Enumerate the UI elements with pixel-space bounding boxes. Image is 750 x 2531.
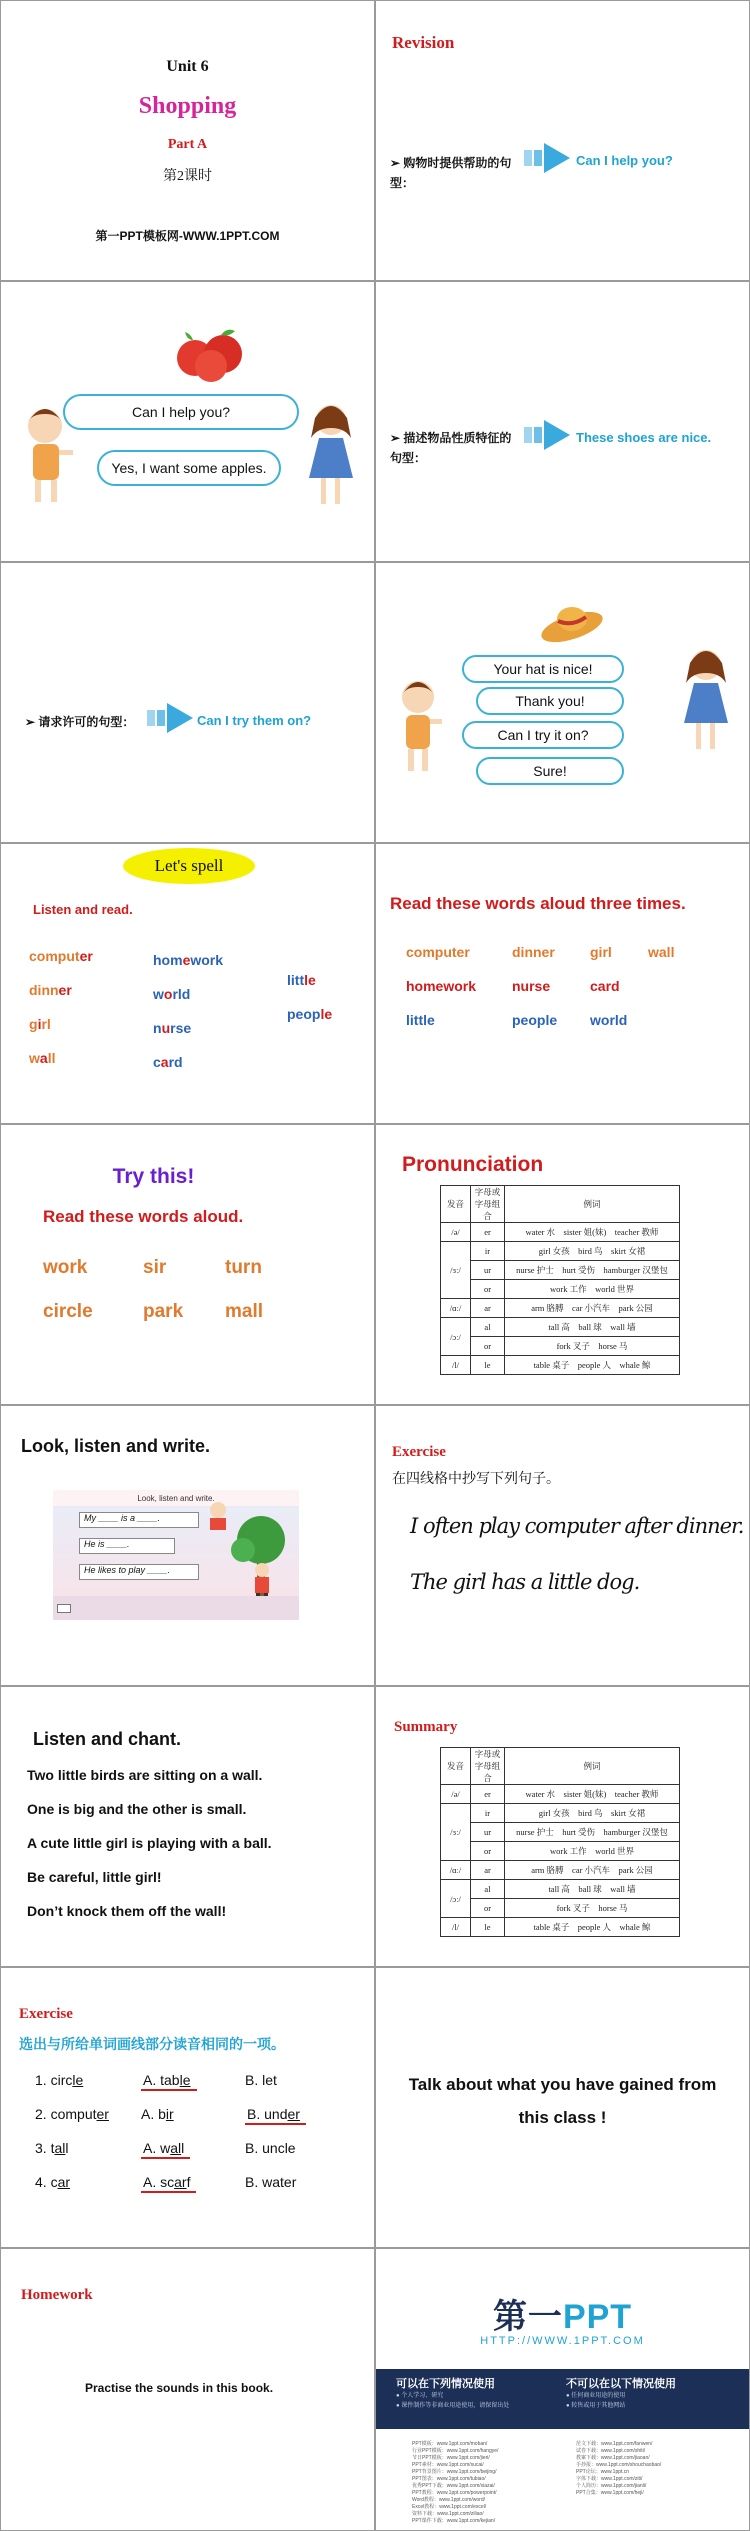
word: sir [143, 1257, 167, 1278]
pattern-label-text: 购物时提供帮助的句型： [390, 156, 512, 190]
option-a[interactable]: A. bir [141, 2106, 174, 2122]
word-girl: girl [29, 1016, 51, 1032]
pattern-label: ➢ 请求许可的句型： [25, 715, 135, 729]
word: work [43, 1257, 88, 1278]
pattern-label: ➢ 描述物品性质特征的句型： [390, 431, 512, 465]
slide-9-try-this [1, 1125, 374, 1404]
card-title: Look, listen and write. [137, 1494, 215, 1503]
table-row: or work 工作 world 世界 [441, 1842, 680, 1861]
slide-18-copyright [376, 2249, 749, 2530]
option-a-selected[interactable]: A. wall [141, 2140, 190, 2159]
slide-6-dialog [376, 563, 749, 842]
link-item[interactable]: PPT背景图片：www.1ppt.com/beijing/ [412, 2469, 497, 2475]
option-b[interactable]: B. let [245, 2072, 277, 2088]
speech-bubble-2: Thank you! [476, 687, 624, 715]
logo: 第一PPT [492, 2298, 633, 2336]
pronunciation-table [440, 1185, 680, 1375]
heading: Exercise [19, 2006, 73, 2022]
chant-line: Don’t knock them off the wall! [27, 1903, 227, 1919]
link-item[interactable]: 资料下载：www.1ppt.com/ziliao/ [412, 2511, 484, 2517]
word: world [590, 1012, 628, 1028]
question-3: 3. tall [35, 2140, 69, 2156]
link-item[interactable]: PPT论坛：www.1ppt.cn [576, 2469, 630, 2475]
can-lines: ● 个人学习、研究 ● 课件制作等非商业用途使用，请保留出处 [396, 2393, 510, 2409]
word: computer [406, 944, 470, 960]
pattern-label-text: 描述物品性质特征的句型： [390, 431, 512, 465]
table-row: /ɔː/ al tall 高 ball 球 wall 墙 [441, 1318, 680, 1337]
pattern-sentence: These shoes are nice. [576, 430, 712, 445]
word: circle [43, 1301, 93, 1322]
links-right [576, 2441, 726, 2497]
heading: Read these words aloud three times. [390, 894, 686, 913]
pattern-sentence: Can I try them on? [197, 713, 312, 728]
lets-spell-badge: Let's spell [123, 848, 255, 884]
pattern-label-text: 请求许可的句型： [38, 715, 135, 729]
chant-line: A cute little girl is playing with a ball. [27, 1835, 272, 1851]
question-1: 1. circle [35, 2072, 84, 2088]
slide-12-exercise [376, 1406, 749, 1685]
word-little: little [287, 972, 316, 988]
heading: Summary [394, 1719, 458, 1735]
can-title: 可以在下列情况使用 [396, 2378, 495, 2390]
girl-blue-dress-icon [676, 643, 732, 759]
word: park [143, 1301, 184, 1322]
option-b-selected[interactable]: B. under [245, 2106, 306, 2125]
site-label: 第一PPT模板网-WWW.1PPT.COM [95, 229, 280, 243]
instruction: Listen and read. [33, 902, 133, 917]
table-row: /ɑː/ ar arm 胳膊 car 小汽车 park 公园 [441, 1861, 680, 1880]
table-row: /ɜː/ ir girl 女孩 bird 鸟 skirt 女裙 [441, 1804, 680, 1823]
lesson-label: 第2课时 [163, 169, 212, 184]
girl-blue-dress-icon [301, 398, 357, 514]
link-item[interactable]: PPT模板：www.1ppt.com/moban/ [412, 2441, 488, 2447]
links-left [412, 2441, 562, 2525]
exercise-card [53, 1490, 299, 1620]
copy-line-1: I often play computer after dinner. [410, 1514, 744, 1538]
table-row: /l/ le table 桌子 people 人 whale 鲸 [441, 1356, 680, 1375]
slide-13-chant [1, 1687, 374, 1966]
word-card: card [153, 1054, 183, 1070]
heading: Pronunciation [402, 1153, 544, 1176]
slide-7-lets-spell [1, 844, 374, 1123]
word: homework [406, 978, 477, 994]
word: little [406, 1012, 435, 1028]
girl-pointing-icon [394, 673, 444, 777]
pattern-label: ➢ 购物时提供帮助的句型： [390, 156, 512, 190]
table-row: or fork 叉子 horse 马 [441, 1337, 680, 1356]
table-row: /ɜː/ ir girl 女孩 bird 鸟 skirt 女裙 [441, 1242, 680, 1261]
slide-14-summary [376, 1687, 749, 1966]
apples-icon [173, 326, 253, 382]
heading: Look, listen and write. [21, 1436, 211, 1456]
usage-banner [376, 2369, 749, 2429]
word: card [590, 978, 620, 994]
slide-title: Shopping [138, 93, 237, 119]
link-item[interactable]: PPT素材：www.1ppt.com/sucai/ [412, 2462, 484, 2468]
option-b[interactable]: B. water [245, 2174, 297, 2190]
slide-1-title [1, 1, 374, 280]
link-item[interactable]: PPT图表：www.1ppt.com/tubiao/ [412, 2476, 486, 2482]
speech-bubble-4: Sure! [476, 757, 624, 785]
instruction: 在四线格中抄写下列句子。 [392, 1470, 560, 1486]
slide-10-pronunciation [376, 1125, 749, 1404]
unit-label: Unit 6 [166, 58, 209, 75]
part-label: Part A [167, 137, 208, 152]
word-nurse: nurse [153, 1020, 192, 1036]
slide-8-read-aloud [376, 844, 749, 1123]
word: dinner [512, 944, 555, 960]
write-line-2[interactable]: He is ____. [79, 1538, 175, 1554]
option-a-selected[interactable]: A. scarf [141, 2174, 196, 2193]
hat-icon [536, 597, 606, 643]
revision-heading: Revision [392, 33, 455, 52]
write-line-1[interactable]: My ____ is a ____. [79, 1512, 199, 1528]
slide-11-look-listen-write [1, 1406, 374, 1685]
slide-15-exercise [1, 1968, 374, 2247]
link-item[interactable]: 试卷下载：www.1ppt.com/shiti/ [576, 2448, 646, 2454]
table-row: ur nurse 护士 hurt 受伤 hamburger 汉堡包 [441, 1823, 680, 1842]
table-row: /ə/ er water 水 sister 姐(妹) teacher 教师 [441, 1223, 680, 1242]
slide-2-revision [376, 1, 749, 280]
link-item[interactable]: PPT课件下载：www.1ppt.com/kejian/ [412, 2518, 496, 2524]
chant-line: Two little birds are sitting on a wall. [27, 1767, 263, 1783]
link-item[interactable]: 个人简历：www.1ppt.com/jianli/ [576, 2483, 647, 2489]
slide-5-pattern [1, 563, 374, 842]
question-4: 4. car [35, 2174, 71, 2190]
write-line-3[interactable]: He likes to play ____. [79, 1564, 199, 1580]
heading: Exercise [392, 1444, 446, 1460]
logo-url: HTTP://WWW.1PPT.COM [480, 2335, 645, 2347]
speech-bubble-1: Your hat is nice! [462, 655, 624, 683]
word: people [512, 1012, 558, 1028]
link-item[interactable]: 手抄报：www.1ppt.com/shouchaobao/ [576, 2462, 662, 2468]
link-item[interactable]: Word教程：www.1ppt.com/word/ [412, 2497, 485, 2503]
girl-pointing-icon [21, 400, 75, 510]
arrow-icon [524, 420, 572, 450]
table-row: /ɔː/ al tall 高 ball 球 wall 墙 [441, 1880, 680, 1899]
word: mall [225, 1301, 264, 1322]
instruction: 选出与所给单词画线部分读音相同的一项。 [19, 2036, 285, 2052]
option-b[interactable]: B. uncle [245, 2140, 296, 2156]
chant-line: Be careful, little girl! [27, 1869, 162, 1885]
slide-16-reflection [376, 1968, 749, 2247]
summary-table [440, 1747, 680, 1937]
slide-17-homework [1, 2249, 374, 2530]
word-wall: wall [29, 1050, 56, 1066]
speech-bubble-2: Yes, I want some apples. [97, 450, 281, 486]
pattern-sentence: Can I help you? [576, 153, 673, 168]
word-computer: computer [29, 948, 93, 964]
link-item[interactable]: 字体下载：www.1ppt.com/ziti/ [576, 2476, 643, 2482]
homework-text: Practise the sounds in this book. [85, 2381, 274, 2395]
option-a-selected[interactable]: A. table [141, 2072, 197, 2091]
link-item[interactable]: PPT合集：www.1ppt.com/heji/ [576, 2490, 644, 2496]
try-this-title: Try this! [112, 1165, 195, 1188]
table-row: /ə/ er water 水 sister 姐(妹) teacher 教师 [441, 1785, 680, 1804]
speech-bubble-1: Can I help you? [63, 394, 299, 430]
cannot-lines: ● 任何商业用途的使用 ● 转售或用于其他网站 [566, 2393, 626, 2409]
link-item[interactable]: 节日PPT模板：www.1ppt.com/jieri/ [412, 2455, 490, 2461]
boy-icon [203, 1500, 233, 1530]
heading: Homework [21, 2287, 93, 2303]
word-homework: homework [153, 952, 224, 968]
heading: Listen and chant. [33, 1729, 182, 1749]
table-header: 发音 字母或字母组合 例词 [441, 1186, 680, 1223]
table-header: 发音 字母或字母组合 例词 [441, 1748, 680, 1785]
slide-3-dialog [1, 282, 374, 561]
arrow-icon [147, 703, 195, 733]
table-row: ur nurse 护士 hurt 受伤 hamburger 汉堡包 [441, 1261, 680, 1280]
link-item[interactable]: PPT教程：www.1ppt.com/powerpoint/ [412, 2490, 497, 2496]
word: nurse [512, 978, 551, 994]
table-row: or work 工作 world 世界 [441, 1280, 680, 1299]
speech-bubble-3: Can I try it on? [462, 721, 624, 749]
question-2: 2. computer [35, 2106, 109, 2122]
word: turn [225, 1257, 262, 1278]
copy-line-2: The girl has a little dog. [410, 1570, 640, 1594]
table-row: or fork 叉子 horse 马 [441, 1899, 680, 1918]
word-people: people [287, 1006, 333, 1022]
subtitle: Read these words aloud. [43, 1207, 244, 1226]
link-item[interactable]: 教案下载：www.1ppt.com/jiaoan/ [576, 2455, 650, 2461]
cannot-title: 不可以在以下情况使用 [566, 2378, 676, 2390]
chant-line: One is big and the other is small. [27, 1801, 247, 1817]
link-item[interactable]: 优秀PPT下载：www.1ppt.com/xiazai/ [412, 2483, 495, 2489]
arrow-icon [524, 143, 572, 173]
link-item[interactable]: Excel教程：www.1ppt.com/excel/ [412, 2504, 487, 2510]
reflection-text: Talk about what you have gained from this class ! [408, 2075, 717, 2127]
table-row: /l/ le table 桌子 people 人 whale 鲸 [441, 1918, 680, 1937]
word: wall [648, 944, 675, 960]
link-item[interactable]: 行业PPT模板：www.1ppt.com/hangye/ [412, 2448, 499, 2454]
word-dinner: dinner [29, 982, 72, 998]
word: girl [590, 944, 612, 960]
slide-4-pattern [376, 282, 749, 561]
table-row: /ɑː/ ar arm 胳膊 car 小汽车 park 公园 [441, 1299, 680, 1318]
link-item[interactable]: 范文下载：www.1ppt.com/fanwen/ [576, 2441, 653, 2447]
word-world: world [153, 986, 191, 1002]
